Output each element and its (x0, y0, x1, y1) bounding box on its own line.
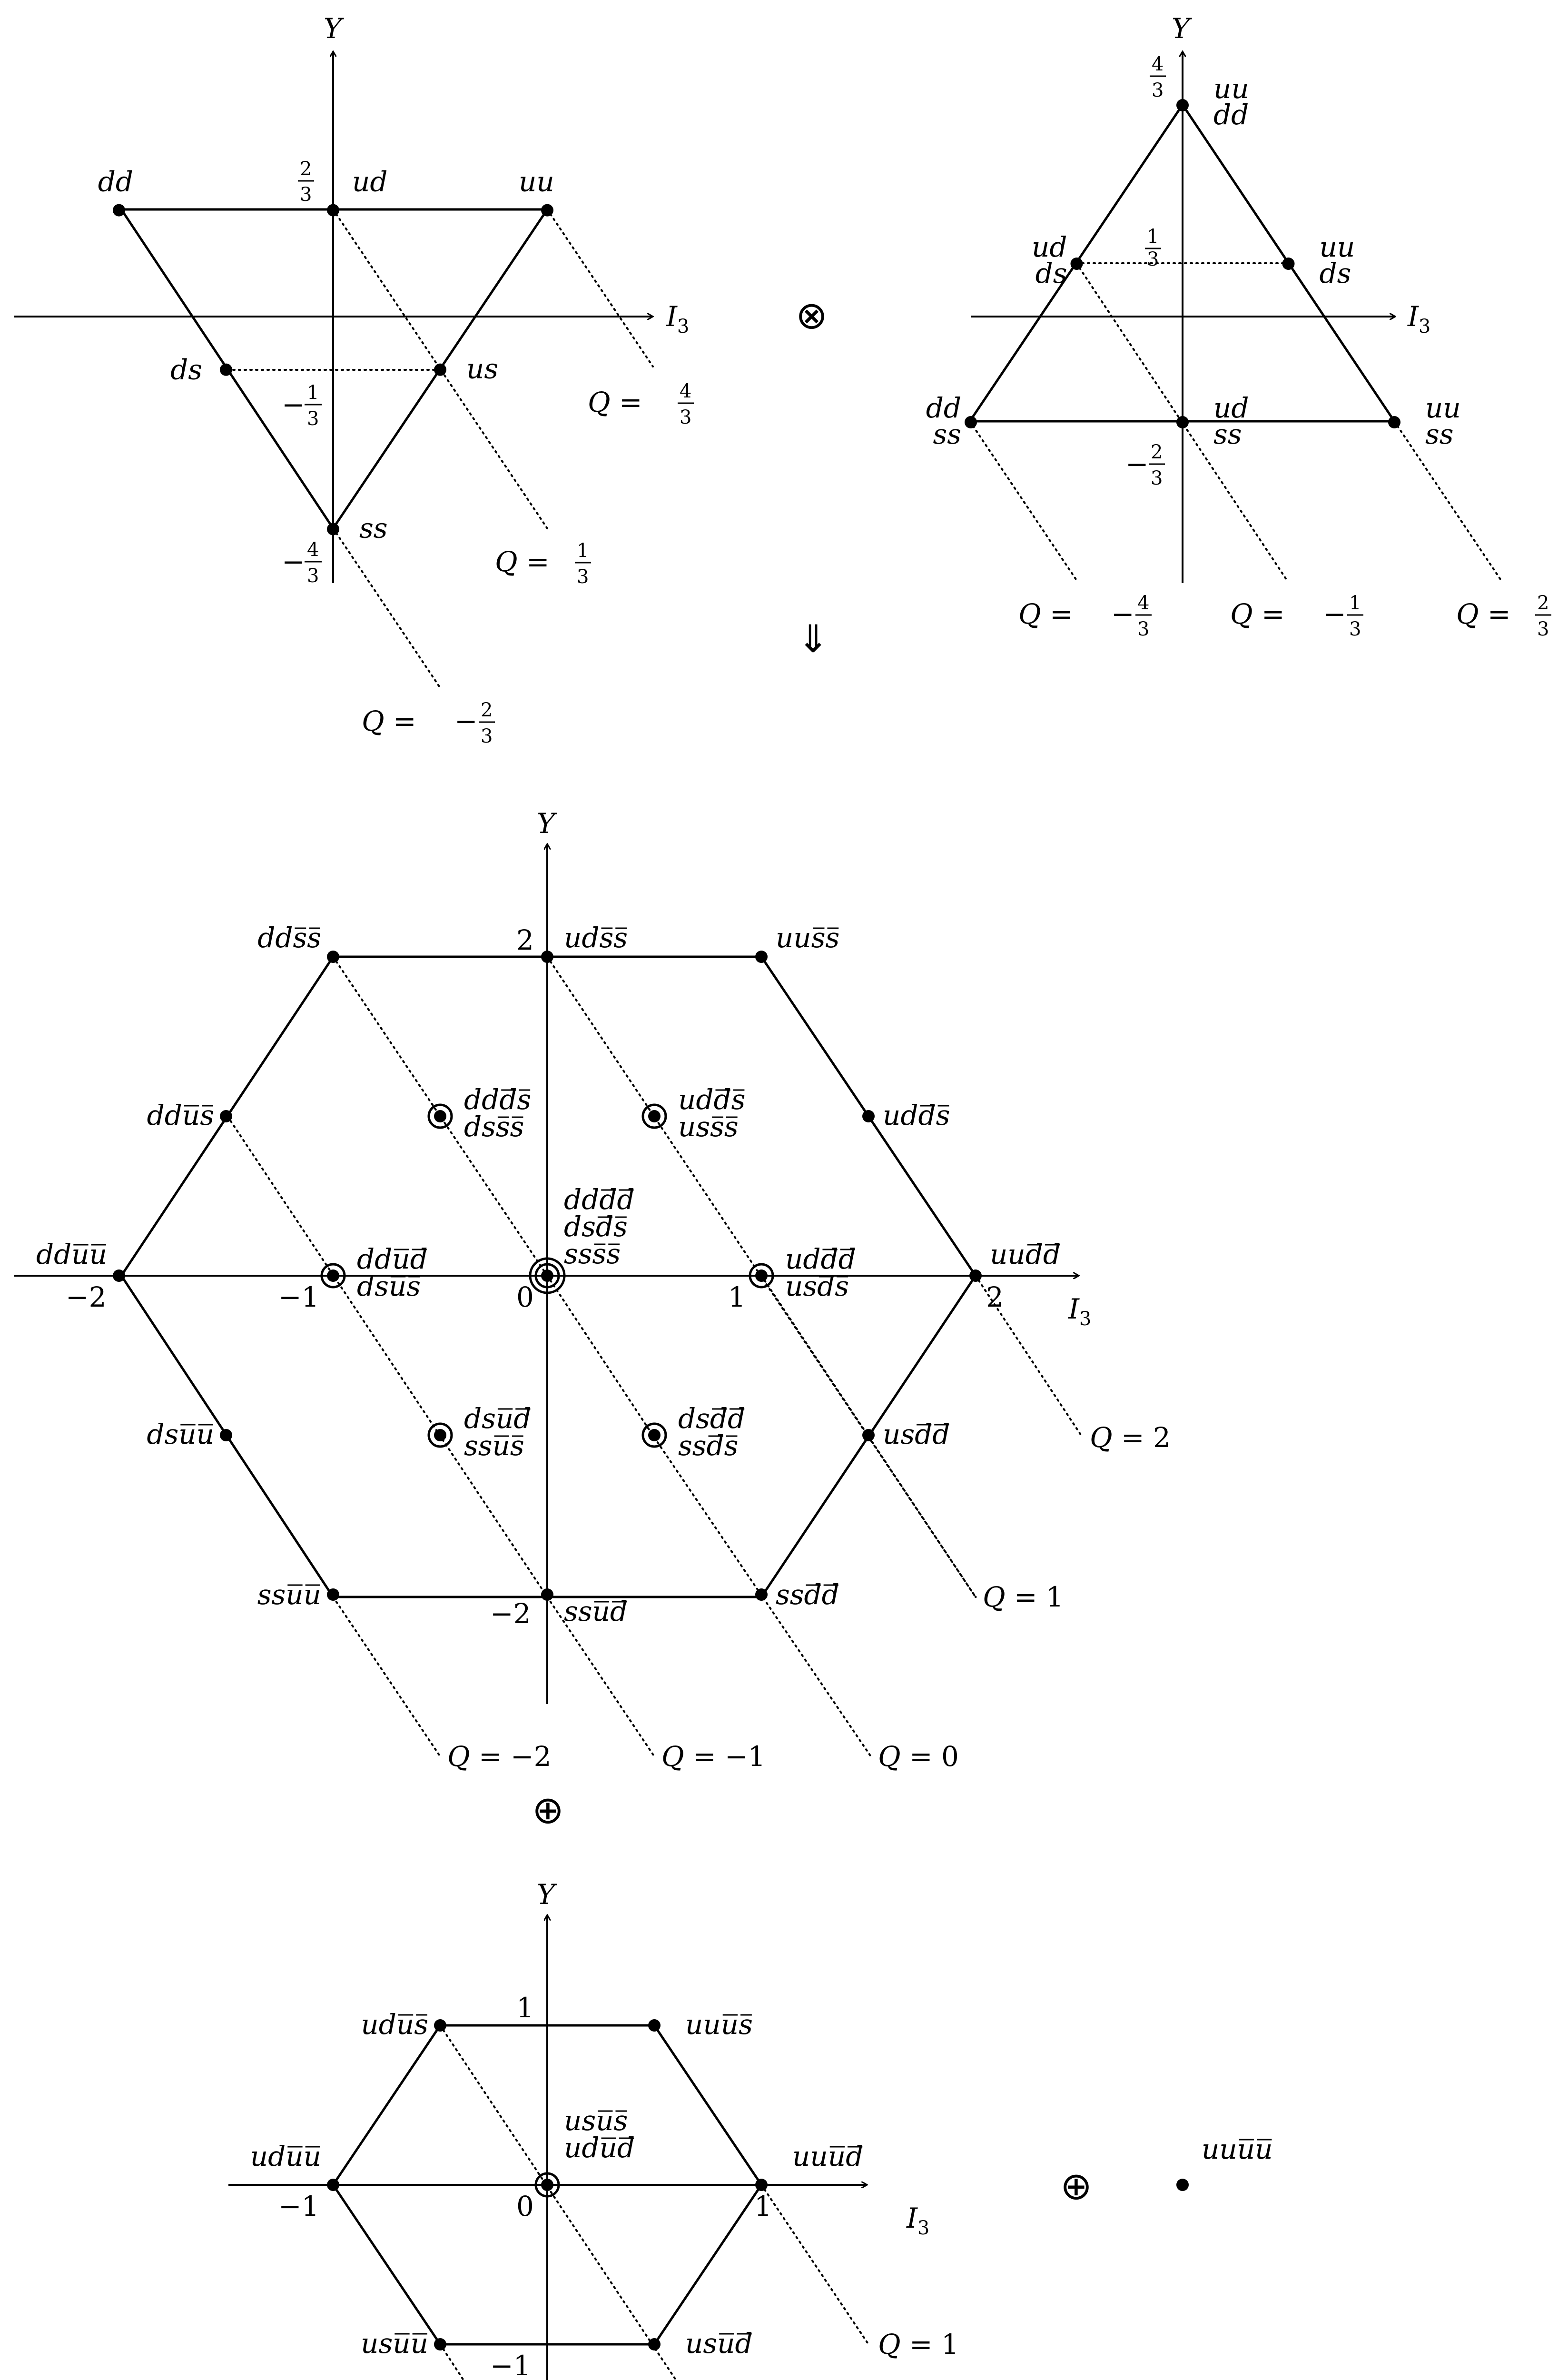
diagram-a-charge-neg-2-3 (362, 699, 495, 747)
svg-text:Q =: Q = (1230, 598, 1285, 630)
weight-label-degenerate: dddd (564, 1183, 635, 1216)
diagram-a-charge-4-3 (588, 380, 694, 428)
diagram-d-tick-y-neg1: −1 (490, 2350, 531, 2380)
weight-label-degenerate: udud (564, 2132, 635, 2164)
svg-text:4: 4 (307, 539, 319, 561)
weight-point-uu (541, 204, 553, 217)
diagram-a-tick-neg-4-3 (282, 539, 322, 587)
weight-point (862, 1429, 875, 1441)
weight-label: udss (564, 922, 628, 954)
weight-point (755, 2179, 768, 2191)
diagram-b (926, 12, 1551, 640)
weight-point (755, 951, 768, 963)
diagram-d-tick-x-neg1: −1 (278, 2190, 319, 2222)
svg-text:3: 3 (1137, 618, 1150, 640)
weight-point-singlet (1176, 2179, 1189, 2191)
svg-text:3: 3 (680, 407, 692, 428)
svg-text:Q =: Q = (588, 386, 642, 418)
diagram-b-tick-neg-2-3 (1125, 441, 1165, 489)
weight-label-bottom: ds (1035, 257, 1067, 290)
diagram-a-x-label: $I_3$ (666, 300, 690, 337)
weight-label: udus (361, 2008, 428, 2041)
weight-label-top: uu (1319, 231, 1355, 264)
svg-text:3: 3 (481, 725, 493, 747)
weight-label-top: ud (1213, 392, 1249, 425)
weight-point (220, 1429, 232, 1441)
diagram-c (14, 807, 1171, 1773)
diagram-c-tick-x-zero: 0 (516, 1281, 534, 1313)
diagram-a (14, 12, 694, 747)
weight-label-degenerate: ddds (464, 1083, 532, 1116)
weight-label: usdd (883, 1418, 950, 1450)
diagram-c-charge-neg1: Q = −1 (661, 1740, 766, 1773)
weight-label-degenerate: ddud (357, 1243, 428, 1275)
weight-point-dd-ss (965, 416, 977, 428)
diagram-c-charge-zero: Q = 0 (878, 1740, 959, 1773)
svg-text:3: 3 (307, 565, 319, 587)
svg-text:1: 1 (1349, 592, 1361, 614)
weight-label-bottom: ss (1425, 418, 1454, 451)
weight-label: dduu (36, 1238, 107, 1270)
diagram-d-tick-x-zero: 0 (516, 2190, 534, 2222)
svg-text:3: 3 (1151, 467, 1163, 489)
weight-point (434, 2019, 446, 2032)
singlet (1176, 2133, 1272, 2191)
weight-point-ss (327, 523, 339, 536)
svg-text:1: 1 (1147, 226, 1159, 248)
weight-label-ds: ds (170, 353, 202, 386)
diagram-c-tick-x-neg1: −1 (278, 1281, 319, 1313)
weight-point (327, 951, 339, 963)
weight-label: ddss (257, 922, 321, 954)
weight-point (541, 951, 553, 963)
weight-point (648, 2019, 661, 2032)
diagram-d-charge-pos1: Q = 1 (878, 2328, 959, 2360)
weight-label-dd: dd (98, 165, 133, 198)
svg-text:3: 3 (577, 566, 589, 588)
svg-text:3: 3 (1147, 248, 1159, 270)
weight-point-us (434, 364, 446, 376)
svg-text:−: − (282, 545, 305, 578)
weight-label: ssud (564, 1595, 628, 1627)
diagram-b-y-label: Y (1172, 12, 1190, 45)
diagram-c-tick-x-neg2: −2 (66, 1281, 107, 1313)
weight-point-ud-ss (1176, 416, 1189, 428)
svg-text:−: − (1323, 598, 1346, 630)
svg-text:4: 4 (680, 380, 692, 402)
diagram-c-tick-x-pos2: 2 (986, 1281, 1004, 1313)
weight-point-ud-ds (1071, 258, 1083, 270)
weight-label-degenerate: ssss (564, 1238, 621, 1270)
weight-label-bottom: ss (1213, 418, 1242, 451)
weight-point-degenerate (327, 1269, 339, 1282)
diagram-c-tick-y-pos2: 2 (516, 924, 534, 956)
weight-label-degenerate: uddd (785, 1243, 856, 1275)
weight-label: uuus (685, 2008, 753, 2041)
weight-point (434, 2338, 446, 2350)
weight-label: uduu (250, 2140, 321, 2172)
diagram-c-x-label: $I_3$ (1068, 1293, 1092, 1330)
diagram-b-charge-2-3 (1456, 592, 1551, 640)
diagram-a-tick-neg-1-3 (282, 382, 322, 430)
diagram-c-charge-pos1: Q = 1 (983, 1581, 1064, 1613)
weight-label: ssuu (257, 1578, 321, 1611)
weight-label-uu: uu (519, 165, 554, 198)
weight-point (220, 1110, 232, 1122)
weight-point (755, 1588, 768, 1601)
weight-label-degenerate: ssds (678, 1429, 739, 1462)
svg-text:Q =: Q = (495, 545, 550, 578)
weight-label-top: uu (1213, 72, 1249, 105)
svg-text:Q =: Q = (1456, 598, 1511, 630)
weight-label-degenerate: usds (785, 1270, 849, 1302)
diagram-a-y-label: Y (324, 12, 342, 45)
weight-label-ud: ud (352, 165, 388, 198)
weight-label-singlet: uuuu (1202, 2133, 1273, 2165)
svg-text:−: − (454, 705, 478, 737)
svg-text:3: 3 (307, 408, 319, 430)
weight-label-degenerate: usus (564, 2104, 628, 2137)
weight-point-dd (113, 204, 125, 217)
weight-point-uu-ss (1388, 416, 1400, 428)
svg-text:2: 2 (1151, 441, 1163, 463)
weight-label-degenerate: dsud (464, 1402, 532, 1435)
weight-point-degenerate (755, 1269, 768, 1282)
weight-point-degenerate (541, 1269, 553, 1282)
weight-point (327, 2179, 339, 2191)
weight-point-uu-dd (1176, 99, 1189, 111)
diagram-d-x-label: $I_3$ (907, 2202, 930, 2239)
diagram-c-tick-x-pos1: 1 (728, 1281, 746, 1313)
weight-label: ddus (147, 1099, 214, 1131)
weight-point-degenerate (541, 2179, 553, 2191)
weight-point-ds (220, 364, 232, 376)
weight-label-degenerate: dsds (564, 1210, 628, 1243)
svg-text:Q =: Q = (362, 705, 416, 737)
svg-text:2: 2 (1537, 592, 1549, 614)
svg-text:2: 2 (300, 158, 312, 180)
weight-label: udds (883, 1099, 950, 1131)
weight-label-us: us (466, 352, 499, 385)
weight-label: usud (685, 2327, 753, 2360)
svg-text:1: 1 (577, 540, 589, 562)
weight-point-degenerate (434, 1110, 446, 1122)
diagram-d-tick-x-pos1: 1 (754, 2190, 772, 2222)
weight-label-bottom: ss (933, 418, 961, 451)
diagram-c-charge-neg2: Q = −2 (447, 1740, 552, 1773)
diagram-b-x-label: $I_3$ (1408, 300, 1431, 337)
svg-text:3: 3 (1537, 618, 1549, 640)
diagram-a-tick-2-3 (298, 158, 314, 206)
weight-label: dsuu (147, 1418, 214, 1450)
weight-label-degenerate: ssus (464, 1429, 524, 1462)
diagram-d-tick-y-pos1: 1 (516, 1992, 534, 2024)
weight-label-ss: ss (359, 512, 388, 545)
diagram-d-y-label: Y (537, 1878, 555, 1911)
svg-text:4: 4 (1137, 592, 1150, 614)
weight-label: uudd (990, 1238, 1061, 1270)
weight-label-degenerate: dsus (357, 1270, 421, 1302)
implies-arrow: ⇓ (797, 617, 829, 661)
weight-label: usuu (361, 2327, 428, 2360)
svg-text:1: 1 (307, 382, 319, 404)
diagram-c-points (36, 922, 1061, 1627)
weight-label-top: dd (926, 392, 961, 425)
weight-label-degenerate: dsdd (678, 1402, 746, 1435)
weight-label-bottom: ds (1319, 257, 1351, 290)
diagram-b-tick-4-3 (1150, 53, 1166, 101)
diagram-b-charge-neg-1-3 (1230, 592, 1363, 640)
diagram-c-tick-y-neg2: −2 (490, 1597, 531, 1630)
diagram-d (228, 1878, 959, 2380)
weight-label-bottom: dd (1213, 99, 1249, 131)
diagram-c-charge-pos2: Q = 2 (1090, 1421, 1171, 1454)
weight-label-degenerate: dsss (464, 1111, 524, 1143)
svg-text:4: 4 (1152, 53, 1164, 75)
diagram-b-tick-1-3 (1145, 226, 1161, 270)
diagram-a-points (98, 166, 554, 545)
weight-point (113, 1269, 125, 1282)
svg-text:−: − (282, 388, 305, 421)
svg-text:2: 2 (481, 699, 493, 721)
svg-text:3: 3 (300, 184, 312, 206)
svg-text:−: − (1111, 598, 1134, 630)
weight-point-ud (327, 204, 339, 217)
svg-text:3: 3 (1349, 618, 1361, 640)
weight-point (648, 2338, 661, 2350)
svg-text:Q =: Q = (1018, 598, 1073, 630)
weight-point-degenerate (648, 1110, 661, 1122)
weight-point-degenerate (648, 1429, 661, 1441)
direct-sum-operator-2: ⊕ (1060, 2164, 1093, 2208)
weight-label-top: ud (1032, 231, 1067, 264)
weight-label-degenerate: usss (678, 1111, 739, 1143)
weight-point (541, 1588, 553, 1601)
weight-label: uuud (792, 2140, 864, 2172)
tensor-product-operator: ⊗ (796, 293, 828, 337)
diagram-b-charge-neg-4-3 (1018, 592, 1152, 640)
direct-sum-operator-1: ⊕ (532, 1788, 564, 1832)
weight-label-top: uu (1425, 392, 1461, 425)
weight-point-degenerate (434, 1429, 446, 1441)
weight-point (969, 1269, 982, 1282)
weight-label-degenerate: udds (678, 1083, 746, 1116)
diagram-b-points (926, 72, 1461, 450)
svg-text:3: 3 (1152, 79, 1164, 101)
weight-point (327, 1588, 339, 1601)
diagram-c-y-label: Y (537, 807, 555, 840)
weight-point (862, 1110, 875, 1122)
diagram-a-charge-1-3 (495, 540, 591, 588)
svg-text:−: − (1125, 448, 1149, 480)
weight-label: ssdd (776, 1578, 839, 1611)
weight-label: uuss (776, 922, 840, 954)
weight-point-uu-ds (1282, 258, 1295, 270)
